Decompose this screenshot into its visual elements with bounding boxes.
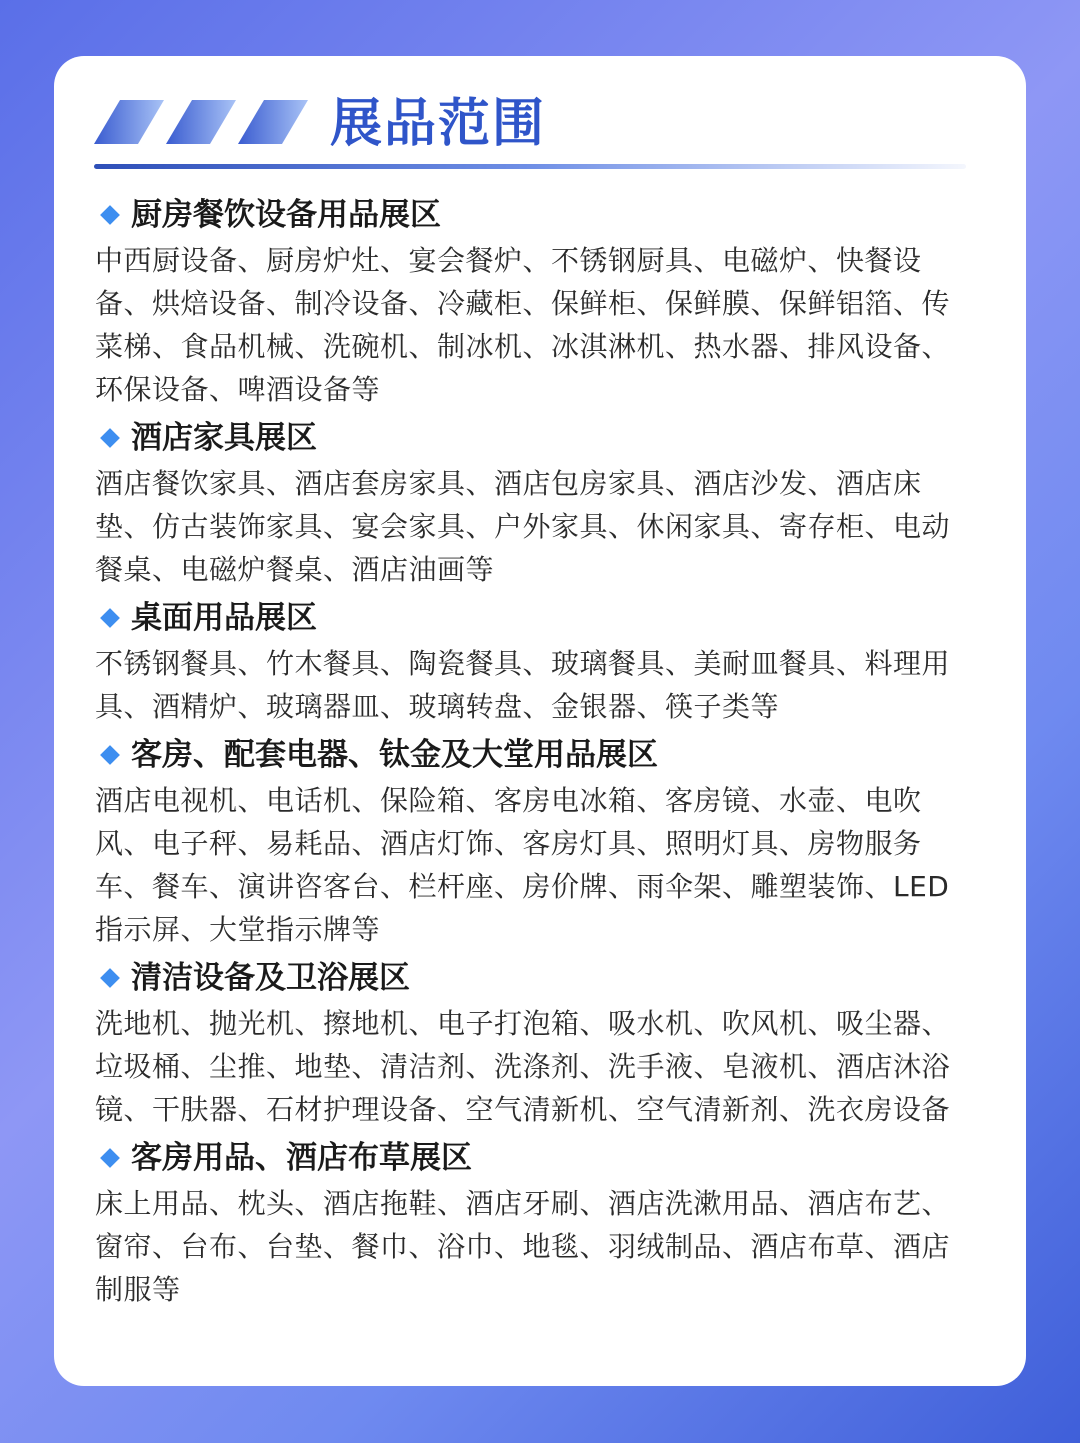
- section-line: 不锈钢餐具、竹木餐具、陶瓷餐具、玻璃餐具、美耐皿餐具、料理用: [95, 647, 951, 680]
- section-title: 客房用品、酒店布草展区: [131, 1140, 472, 1176]
- section-body: [95, 779, 995, 951]
- section-title: 桌面用品展区: [131, 600, 317, 636]
- title-divider: [94, 164, 966, 169]
- section-title: 清洁设备及卫浴展区: [131, 960, 410, 996]
- section-body: [95, 1182, 995, 1311]
- section-line: 中西厨设备、厨房炉灶、宴会餐炉、不锈钢厨具、电磁炉、快餐设: [95, 244, 922, 277]
- section-header: [95, 415, 995, 461]
- section-title: 厨房餐饮设备用品展区: [131, 197, 441, 233]
- diamond-icon: [100, 608, 120, 628]
- page-title: 展品范围: [330, 94, 547, 154]
- section-title: 客房、配套电器、钛金及大堂用品展区: [131, 737, 658, 773]
- section-kitchen: [95, 192, 995, 411]
- section-line: 镜、干肤器、石材护理设备、空气清新机、空气清新剂、洗衣房设备: [95, 1093, 951, 1126]
- section-line: 环保设备、啤酒设备等: [95, 373, 381, 406]
- content-card: [54, 56, 1026, 1386]
- section-body: [95, 239, 995, 411]
- section-line: 指示屏、大堂指示牌等: [95, 913, 381, 946]
- section-body: [95, 1002, 995, 1131]
- section-guestroom-appliances: [95, 732, 995, 951]
- section-line: 备、烘焙设备、制冷设备、冷藏柜、保鲜柜、保鲜膜、保鲜铝箔、传: [95, 287, 951, 320]
- section-line: 餐桌、电磁炉餐桌、酒店油画等: [95, 553, 495, 586]
- section-header: [95, 732, 995, 778]
- section-title: 酒店家具展区: [131, 420, 317, 456]
- sections-list: [95, 192, 995, 1315]
- diamond-icon: [100, 745, 120, 765]
- diamond-icon: [100, 1148, 120, 1168]
- diamond-icon: [100, 968, 120, 988]
- section-line: 风、电子秤、易耗品、酒店灯饰、客房灯具、照明灯具、房物服务: [95, 827, 922, 860]
- section-line: 垃圾桶、尘推、地垫、清洁剂、洗涤剂、洗手液、皂液机、酒店沐浴: [95, 1050, 951, 1083]
- section-header: [95, 192, 995, 238]
- section-line: 酒店电视机、电话机、保险箱、客房电冰箱、客房镜、水壶、电吹: [95, 784, 922, 817]
- section-line: 具、酒精炉、玻璃器皿、玻璃转盘、金银器、筷子类等: [95, 690, 780, 723]
- section-line: 酒店餐饮家具、酒店套房家具、酒店包房家具、酒店沙发、酒店床: [95, 467, 922, 500]
- diamond-icon: [100, 205, 120, 225]
- section-body: [95, 642, 995, 728]
- diamond-icon: [100, 428, 120, 448]
- section-line: 垫、仿古装饰家具、宴会家具、户外家具、休闲家具、寄存柜、电动: [95, 510, 951, 543]
- section-linen: [95, 1135, 995, 1311]
- section-body: [95, 462, 995, 591]
- stripes-decoration-icon: [94, 100, 314, 144]
- header: [94, 92, 974, 172]
- section-header: [95, 1135, 995, 1181]
- section-line: 洗地机、抛光机、擦地机、电子打泡箱、吸水机、吹风机、吸尘器、: [95, 1007, 951, 1040]
- section-line: 窗帘、台布、台垫、餐巾、浴巾、地毯、羽绒制品、酒店布草、酒店: [95, 1230, 951, 1263]
- section-cleaning: [95, 955, 995, 1131]
- section-header: [95, 955, 995, 1001]
- section-line: 菜梯、食品机械、洗碗机、制冰机、冰淇淋机、热水器、排风设备、: [95, 330, 951, 363]
- section-tableware: [95, 595, 995, 728]
- section-header: [95, 595, 995, 641]
- section-furniture: [95, 415, 995, 591]
- section-line: 车、餐车、演讲咨客台、栏杆座、房价牌、雨伞架、雕塑装饰、LED: [95, 870, 950, 903]
- section-line: 制服等: [95, 1273, 181, 1306]
- section-line: 床上用品、枕头、酒店拖鞋、酒店牙刷、酒店洗漱用品、酒店布艺、: [95, 1187, 951, 1220]
